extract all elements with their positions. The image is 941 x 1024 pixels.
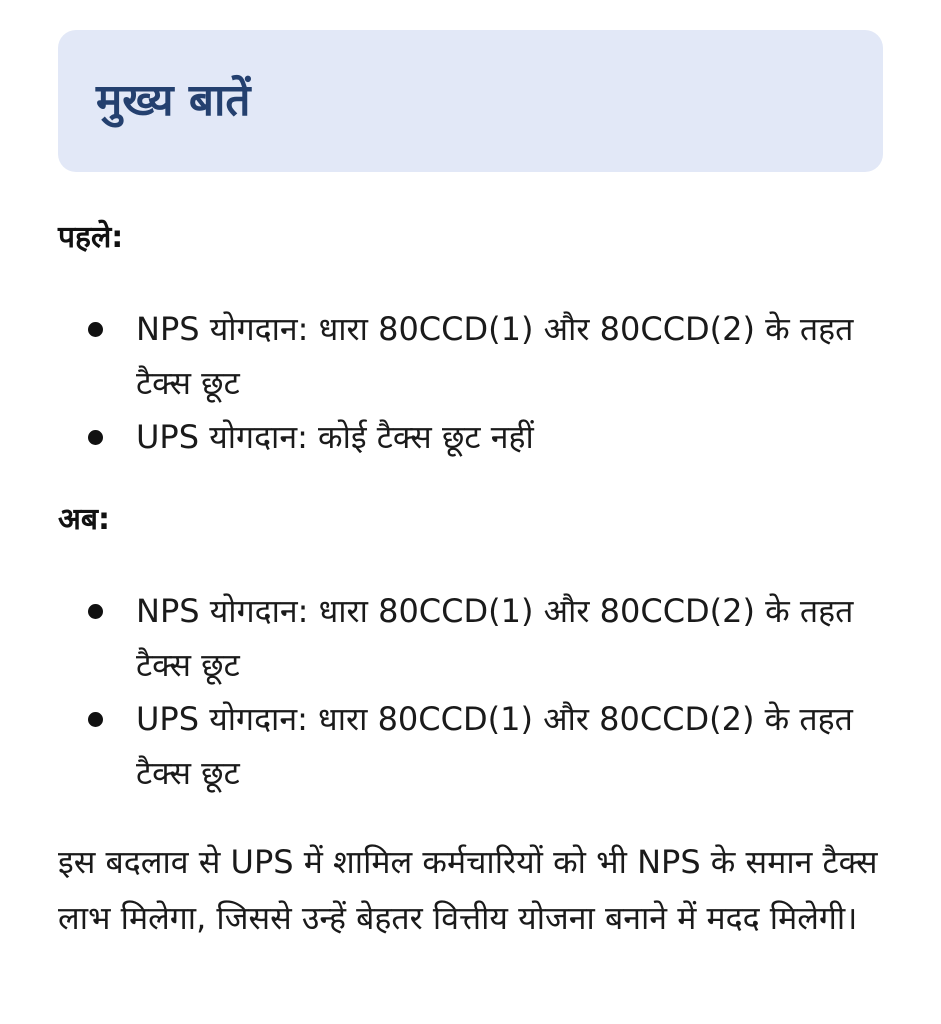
before-label: पहले: — [58, 220, 124, 255]
bullet-icon — [88, 712, 103, 727]
key-points-header — [58, 30, 883, 172]
list-item-text: UPS योगदान: कोई टैक्स छूट नहीं — [136, 418, 534, 456]
bullet-icon — [88, 430, 103, 445]
bullet-icon — [88, 604, 103, 619]
list-item-text: NPS योगदान: धारा 80CCD(1) और 80CCD(2) के तहत टैक्स छूट — [136, 592, 854, 684]
list-item-text: UPS योगदान: धारा 80CCD(1) और 80CCD(2) के तहत टैक्स छूट — [136, 700, 853, 792]
list-item — [0, 410, 941, 464]
summary-paragraph: इस बदलाव से UPS में शामिल कर्मचारियों को भी NPS के समान टैक्स लाभ मिलेगा, जिससे उन्हें बेहतर वित्तीय योजना बनाने में मदद मिलेगी। — [58, 843, 878, 937]
key-points-title: मुख्य बातें — [96, 75, 251, 126]
now-list — [0, 584, 941, 800]
list-item — [0, 692, 941, 800]
bullet-icon — [88, 322, 103, 337]
before-list — [0, 302, 941, 464]
now-label: अब: — [58, 502, 111, 537]
list-item-text: NPS योगदान: धारा 80CCD(1) और 80CCD(2) के तहत टैक्स छूट — [136, 310, 854, 402]
list-item — [0, 584, 941, 692]
list-item — [0, 302, 941, 410]
